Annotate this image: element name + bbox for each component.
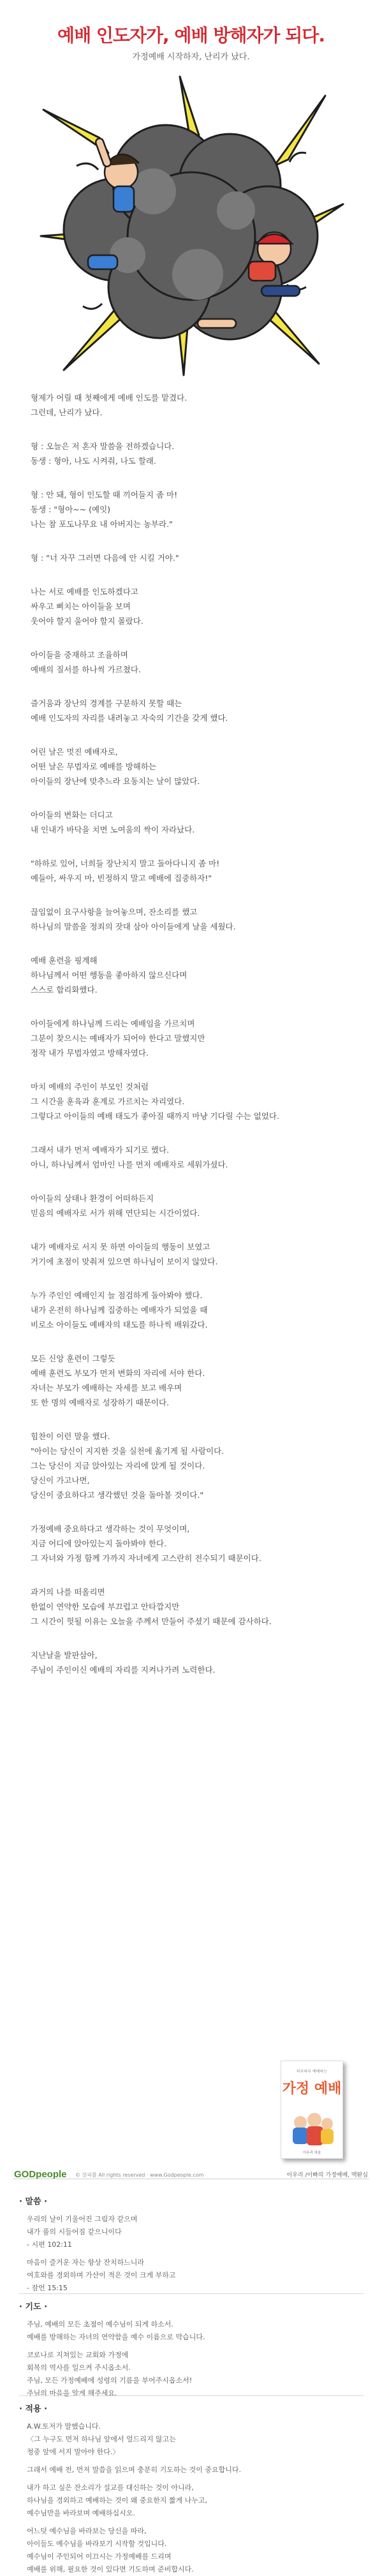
footer-credit: 이우리 /이빠의 가정예배, 맥퇀심 [286, 2172, 368, 2179]
article-paragraph: 형 : 오늘은 저 혼자 말씀을 전하겠습니다. 동생 : 형아, 나도 시켜줘, 나도 할래. [31, 441, 175, 466]
article-body [31, 390, 356, 1696]
word-heading: · 말씀 · [19, 2197, 48, 2207]
section-divider [19, 2293, 364, 2294]
apply-heading: · 적용 · [19, 2404, 48, 2414]
book-cover[interactable] [281, 2061, 343, 2159]
article-paragraph: 아이들의 상태나 환경이 어떠하든지 믿음의 예배자로 서가 위해 연단되는 시간이었다. [31, 1194, 200, 1218]
article-paragraph: 과거의 나를 떠올리면 한없이 연약한 모습에 부끄럽고 안타깝지만 그 시간이 헛될 이유는 오늘을 주께서 만들어 주셨기 때문에 감사하다. [31, 1587, 272, 1626]
book-author: 이우리 지음 [302, 2151, 321, 2155]
footer-copyright: © 갓피플 All rights reserved · www.Godpeople.com [75, 2172, 204, 2178]
article-paragraph: 그래서 내가 먼저 예배자가 되기로 했다. 아니, 하나님께서 엄마인 나를 먼저 예배자로 세워가셨다. [31, 1145, 228, 1169]
article-paragraph: 마치 예배의 주인이 부모인 것처럼 그 시간을 훈육과 훈계로 가르치는 자리였다. 그렇다고 아이들의 예배 태도가 좋아질 때까지 마냥 기다릴 수는 없었다. [31, 1082, 279, 1121]
section-divider [19, 2395, 364, 2396]
prayer-heading: · 기도 · [19, 2302, 48, 2312]
article-paragraph: 힘찬이 이런 말을 했다. "아이는 당신이 지지한 것을 실천에 옮기게 될 사람이다. 그는 당신이 지금 앉아있는 자리에 앉게 될 것이다. 당신이 가고나면, 당신이 중요하다고 생각했던 것을 돌아볼 것이다." [31, 1432, 224, 1500]
page-subtitle: 가정예배 시작하자, 난리가 났다. [132, 52, 250, 62]
footer-band [0, 2029, 382, 2188]
article-paragraph: 아이들을 중재하고 조율하며 예배의 질서를 하나씩 가르쳤다. [31, 650, 141, 674]
article-paragraph: 아이들의 변화는 더디고 내 인내가 바닥을 치면 노여움의 싹이 자라났다. [31, 810, 195, 834]
word-section [19, 2195, 364, 2300]
book-top-text: 하루하루 예배하는 [296, 2069, 328, 2074]
article-paragraph: 가정예배 중요하다고 생각하는 것이 무엇이며, 지금 어디에 앉아있는지 돌아봐야 한다. 그 자녀와 가정 함께 가까지 자녀에게 고스란히 전수되기 때문이다. [31, 1524, 261, 1563]
apply-item: A.W.토저가 말했습니다. 〈그 누구도 먼저 하나님 앞에서 엎드리지 않고는 청중 앞에 서지 말아야 한다.〉 [27, 2422, 176, 2456]
article-paragraph: 지난날을 발판삼아, 주님이 주인이신 예배의 자리를 지켜나가려 노력한다. [31, 1650, 216, 1675]
prayer-item: 코로나로 지쳐있는 교회와 가정에 회복의 역사를 일으켜 주시옵소서. 주님, 모든 가정예배에 성령의 기름을 부어주시옵소서! 주님의 마음을 알게 해주세요. [27, 2351, 193, 2397]
apply-section [19, 2402, 364, 2573]
prayer-item: 주님, 예배의 모든 초점이 예수님이 되게 하소서. 예배를 방해하는 자녀의 연약함을 예수 이름으로 막습니다. [27, 2320, 205, 2341]
prayer-section [19, 2300, 364, 2405]
article-paragraph: 예배 훈련을 핑계해 하나님께서 어떤 행동을 좋아하지 않으신다며 스스로 합리화했다. [31, 956, 187, 995]
article-paragraph: 아이들에게 하나님께 드리는 예배임을 가르치며 그분이 찾으시는 예배자가 되어야 한다고 말했지만 정작 내가 무법자였고 방해자였다. [31, 1019, 205, 1058]
article-paragraph: 모든 신앙 훈련이 그렇듯 예배 훈련도 부모가 먼저 변화의 자리에 서야 한다. 자녀는 부모가 예배하는 자세를 보고 배우며 또 한 명의 예배자로 성장하기 때문이다. [31, 1354, 205, 1407]
article-paragraph: 누가 주인인 예배인지 늘 점검하게 돌아봐야 했다. 내가 온전히 하나님께 집중하는 예배자가 되었을 때 비로소 아이들도 예배자의 태도를 하나씩 배워갔다. [31, 1291, 208, 1329]
article-paragraph: 끊임없이 요구사항을 늘어놓으며, 잔소리를 했고 하나님의 말씀을 정죄의 잣대 삼아 아이들에게 날을 세웠다. [31, 907, 236, 931]
article-paragraph: "하하로 있어, 너희들 장난치지 말고 돌아다니지 좀 마! 예들아, 싸우지 마, 빈정하지 말고 예배에 집중하자!" [31, 859, 220, 883]
article-paragraph: 나는 서로 예배를 인도하겠다고 싸우고 삐치는 아이들을 보며 웃어야 할지 울어야 할지 몰랐다. [31, 587, 143, 626]
godpeople-logo[interactable]: GODpeople [14, 2169, 67, 2180]
article-paragraph: 어린 날은 멋진 예배자로, 어떤 날은 무법자로 예배를 방해하는 아이들의 장난에 맞추느라 요동치는 날이 많았다. [31, 747, 200, 786]
page-title: 예배 인도자가, 예배 방해자가 되다. [57, 25, 325, 46]
article-paragraph: 즐거움과 장난의 경계를 구분하지 못할 때는 예배 인도자의 자리를 내려놓고 자숙의 기간을 갖게 했다. [31, 699, 228, 723]
article-paragraph: 형 : 안 돼, 형이 인도할 때 끼어들지 좀 마! 동생 : "형아~~ (예잇) 나는 참 포도나무요 내 아버지는 농부라." [31, 490, 178, 529]
book-cover-art [281, 2061, 342, 2158]
fight-cloud-illustration [38, 77, 344, 376]
article-paragraph: 내가 예배자로 서지 못 하면 아이들의 행동이 보였고 거기에 초점이 맞춰져 있으면 하나님이 보이지 않았다. [31, 1242, 218, 1266]
apply-item: 어느덧 예수님을 바라보는 당신을 따라, 아이들도 예수님을 바라보기 시작할 것입니다. 예수님이 주인되어 이끄시는 가정예배를 드리며 예배를 위해, 필요한 것이 있다면 기도하며 준비합시다. [27, 2527, 194, 2573]
word-item: 우리의 날이 기울어진 그림자 같으며 내가 풀의 시들어짐 같으니이다 - 시편 102:11 [27, 2215, 138, 2249]
book-title: 가정 예배 [282, 2081, 342, 2097]
article-paragraph: 형 : "너 자꾸 그러면 다음에 안 시킬 거야." [31, 553, 179, 563]
word-item: 마음이 즐거운 자는 항상 잔치하느니라 여호와를 경외하며 가산이 적은 것이 크게 부하고 - 잠언 15:15 [27, 2258, 176, 2292]
article-paragraph: 형제가 어릴 때 첫째에게 예배 인도를 맡겼다. 그런데, 난리가 났다. [31, 393, 187, 417]
apply-item: 그래서 예배 전, 먼저 말씀을 읽으며 충분히 기도하는 것이 중요합니다. [27, 2466, 241, 2474]
apply-item: 내가 하고 싶은 잔소리가 설교를 대신하는 것이 아니라, 하나님을 경외하고 예배하는 것이 왜 중요한지 짧게 나누고, 예수님만을 바라보며 예배하십시오. [27, 2483, 207, 2517]
